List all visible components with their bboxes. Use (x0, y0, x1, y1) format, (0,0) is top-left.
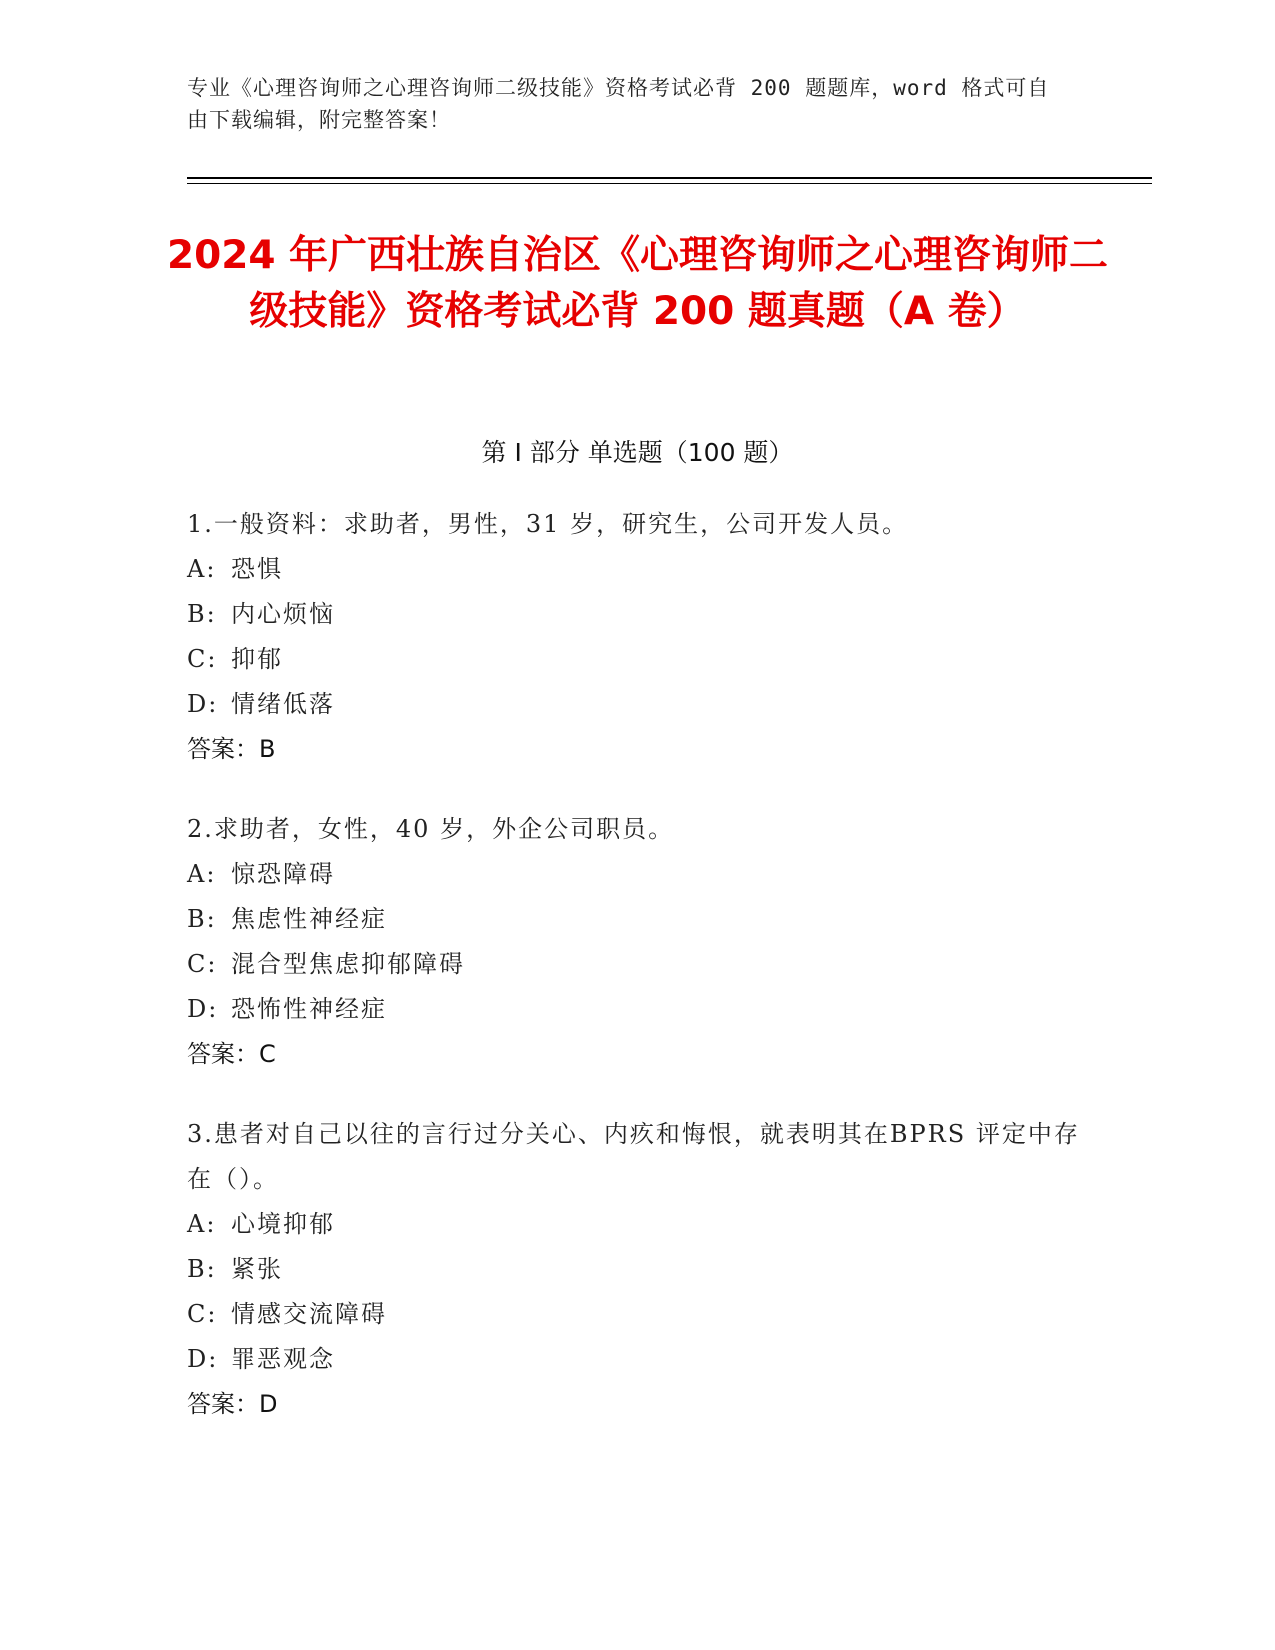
option-text: 心境抑郁 (231, 1210, 335, 1238)
header-note: 专业《心理咨询师之心理咨询师二级技能》资格考试必背 200 题题库，word 格式可自由下载编辑，附完整答案！ (187, 76, 1050, 132)
option-text: 罪恶观念 (231, 1345, 335, 1373)
option-d (187, 1337, 1087, 1382)
option-letter: C: (187, 950, 218, 978)
option-letter: A: (187, 1210, 217, 1238)
question-stem: 3.患者对自己以往的言行过分关心、内疚和悔恨，就表明其在BPRS 评定中存在（）。 (187, 1120, 1080, 1193)
question-1 (187, 502, 1087, 772)
option-letter: C: (187, 645, 218, 673)
question-stem: 2.求助者，女性，40 岁，外企公司职员。 (187, 815, 675, 843)
option-text: 紧张 (231, 1255, 283, 1283)
option-a (187, 547, 1087, 592)
option-b (187, 1247, 1087, 1292)
document-title: 2024 年广西壮族自治区《心理咨询师之心理咨询师二级技能》资格考试必背 200 题真题（A 卷） (166, 233, 1109, 334)
header-divider-thick (187, 177, 1152, 179)
option-letter: C: (187, 1300, 218, 1328)
question-2 (187, 807, 1087, 1077)
option-c (187, 637, 1087, 682)
option-text: 内心烦恼 (231, 600, 335, 628)
option-d (187, 987, 1087, 1032)
option-letter: B: (187, 600, 217, 628)
option-text: 情绪低落 (231, 690, 335, 718)
question-stem: 1.一般资料：求助者，男性，31 岁，研究生，公司开发人员。 (187, 510, 909, 538)
option-letter: D: (187, 690, 219, 718)
option-text: 情感交流障碍 (231, 1300, 387, 1328)
option-a (187, 852, 1087, 897)
option-letter: A: (187, 860, 217, 888)
option-c (187, 942, 1087, 987)
option-letter: D: (187, 995, 219, 1023)
option-text: 惊恐障碍 (231, 860, 335, 888)
answer-line: 答案：C (187, 1040, 276, 1068)
header-divider-thin (187, 183, 1152, 184)
option-b (187, 592, 1087, 637)
option-letter: B: (187, 905, 217, 933)
section-heading: 第 I 部分 单选题（100 题） (481, 438, 794, 467)
option-text: 恐怖性神经症 (231, 995, 387, 1023)
option-letter: A: (187, 555, 217, 583)
option-a (187, 1202, 1087, 1247)
answer-line: 答案：D (187, 1390, 278, 1418)
option-text: 抑郁 (231, 645, 283, 673)
option-c (187, 1292, 1087, 1337)
option-text: 焦虑性神经症 (231, 905, 387, 933)
option-d (187, 682, 1087, 727)
option-b (187, 897, 1087, 942)
option-letter: D: (187, 1345, 219, 1373)
option-text: 混合型焦虑抑郁障碍 (231, 950, 465, 978)
question-3 (187, 1112, 1087, 1427)
option-letter: B: (187, 1255, 217, 1283)
option-text: 恐惧 (231, 555, 283, 583)
answer-line: 答案：B (187, 735, 276, 763)
